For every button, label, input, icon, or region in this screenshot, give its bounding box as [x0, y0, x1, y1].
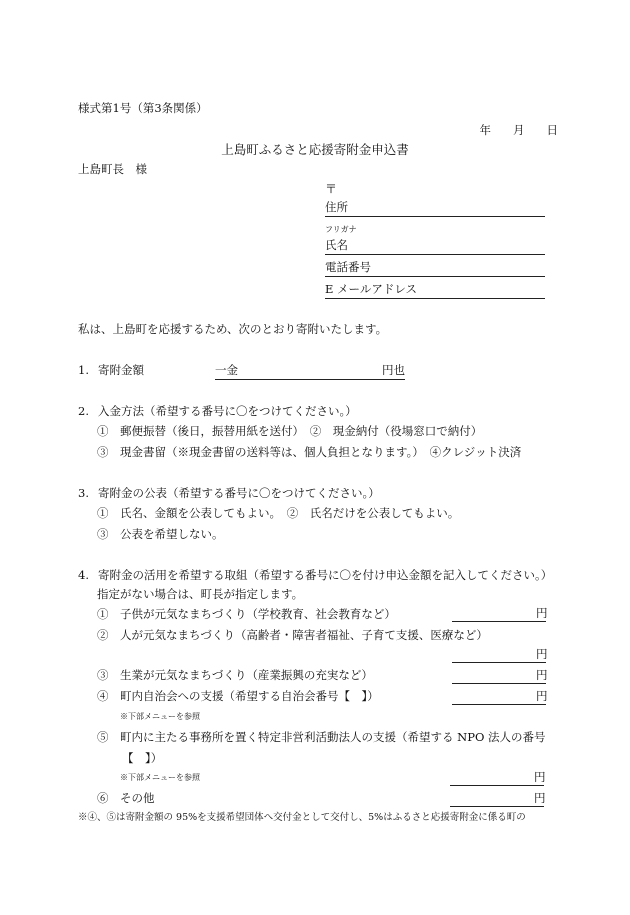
menu-note: ※下部メニューを参照 [120, 773, 200, 782]
email-label: E メールアドレス [325, 282, 417, 297]
publication-options-row-1[interactable]: ① 氏名、金額を公表してもよい。 ② 氏名だけを公表してもよい。 [97, 506, 460, 520]
page-title: 上島町ふるさと応援寄附金申込書 [221, 142, 409, 157]
amount-prefix: 一金 [215, 363, 238, 377]
usage-item-6[interactable]: ⑥ その他 [97, 791, 155, 805]
usage-item-5[interactable]: ⑤ 町内に主たる事務所を置く特定非営利活動法人の支援（希望する NPO 法人の番号 [97, 730, 546, 744]
phone-label: 電話番号 [325, 260, 371, 275]
section-2-heading: 2. 入金方法（希望する番号に〇をつけてください。） [78, 404, 357, 418]
name-field[interactable] [325, 238, 545, 255]
yen-label: 円 [534, 770, 546, 784]
address-line [325, 216, 545, 217]
menu-note: ※下部メニューを参照 [120, 712, 200, 721]
npo-number-field[interactable]: 【 】） [122, 751, 163, 765]
usage-amount-6[interactable] [450, 790, 544, 807]
amount-suffix: 円也 [382, 363, 405, 377]
section-3-text: 寄附金の公表（希望する番号に〇をつけてください。） [98, 486, 380, 500]
usage-item-2[interactable]: ② 人が元気なまちづくり（高齢者・障害者福祉、子育て支援、医療など） [97, 628, 488, 642]
section-4-subheading: 指定がない場合は、町長が指定します。 [97, 587, 304, 601]
section-1-heading: 1. 寄附金額 [78, 363, 144, 377]
donation-amount-field[interactable] [215, 363, 405, 380]
date-fields [480, 123, 559, 138]
usage-item-1[interactable]: ① 子供が元気なまちづくり（学校教育、社会教育など） [97, 607, 396, 621]
address-label: 住所 [325, 200, 348, 215]
section-4-text: 寄附金の活用を希望する取組（希望する番号に〇を付け申込金額を記入してください。） [98, 568, 553, 582]
yen-label: 円 [536, 668, 548, 682]
name-line [325, 254, 545, 255]
publication-options-row-2[interactable]: ③ 公表を希望しない。 [97, 527, 224, 541]
yen-label: 円 [536, 647, 548, 661]
address-field[interactable] [325, 200, 545, 217]
day-label[interactable]: 日 [546, 123, 558, 137]
yen-label: 円 [536, 689, 548, 703]
usage-item-4[interactable]: ④ 町内自治会への支援（希望する自治会番号【 】） [97, 689, 379, 703]
payment-options-row-1[interactable]: ① 郵便振替（後日，振替用紙を送付） ② 現金納付（役場窓口で納付） [97, 424, 483, 438]
usage-amount-3[interactable] [452, 667, 546, 684]
section-3-heading: 3. 寄附金の公表（希望する番号に〇をつけてください。） [78, 486, 380, 500]
usage-amount-4[interactable] [452, 688, 546, 705]
name-label: 氏名 [325, 238, 348, 253]
usage-amount-2[interactable] [452, 646, 546, 663]
statement: 私は、上島町を応援するため、次のとおり寄附いたします。 [78, 322, 388, 336]
email-line [325, 298, 545, 299]
addressee: 上島町長 様 [78, 162, 147, 176]
section-1-label: 寄附金額 [98, 363, 144, 377]
section-4-heading: 4. 寄附金の活用を希望する取組（希望する番号に〇を付け申込金額を記入してください。） [78, 568, 553, 582]
footnote: ※④、⑤は寄附金額の 95%を支援希望団体へ交付金として交付し、5%はふるさと応援寄附金に係る町の [78, 812, 526, 823]
yen-label: 円 [536, 606, 548, 620]
phone-line [325, 276, 545, 277]
year-label[interactable]: 年 [479, 123, 491, 137]
email-field[interactable] [325, 282, 545, 299]
usage-amount-1[interactable] [452, 605, 546, 622]
furigana-label: フリガナ [325, 225, 357, 234]
phone-field[interactable] [325, 260, 545, 277]
usage-amount-5[interactable] [450, 769, 544, 786]
applicant-block [325, 182, 545, 302]
payment-options-row-2[interactable]: ③ 現金書留（※現金書留の送料等は、個人負担となります。） ④クレジット決済 [97, 445, 522, 459]
usage-item-3[interactable]: ③ 生業が元気なまちづくり（産業振興の充実など） [97, 668, 373, 682]
month-label[interactable]: 月 [513, 123, 525, 137]
section-2-text: 入金方法（希望する番号に〇をつけてください。） [98, 404, 357, 418]
form-number: 様式第1号（第3条関係） [78, 101, 208, 115]
yen-label: 円 [534, 791, 546, 805]
postal-mark: 〒 [325, 182, 338, 196]
